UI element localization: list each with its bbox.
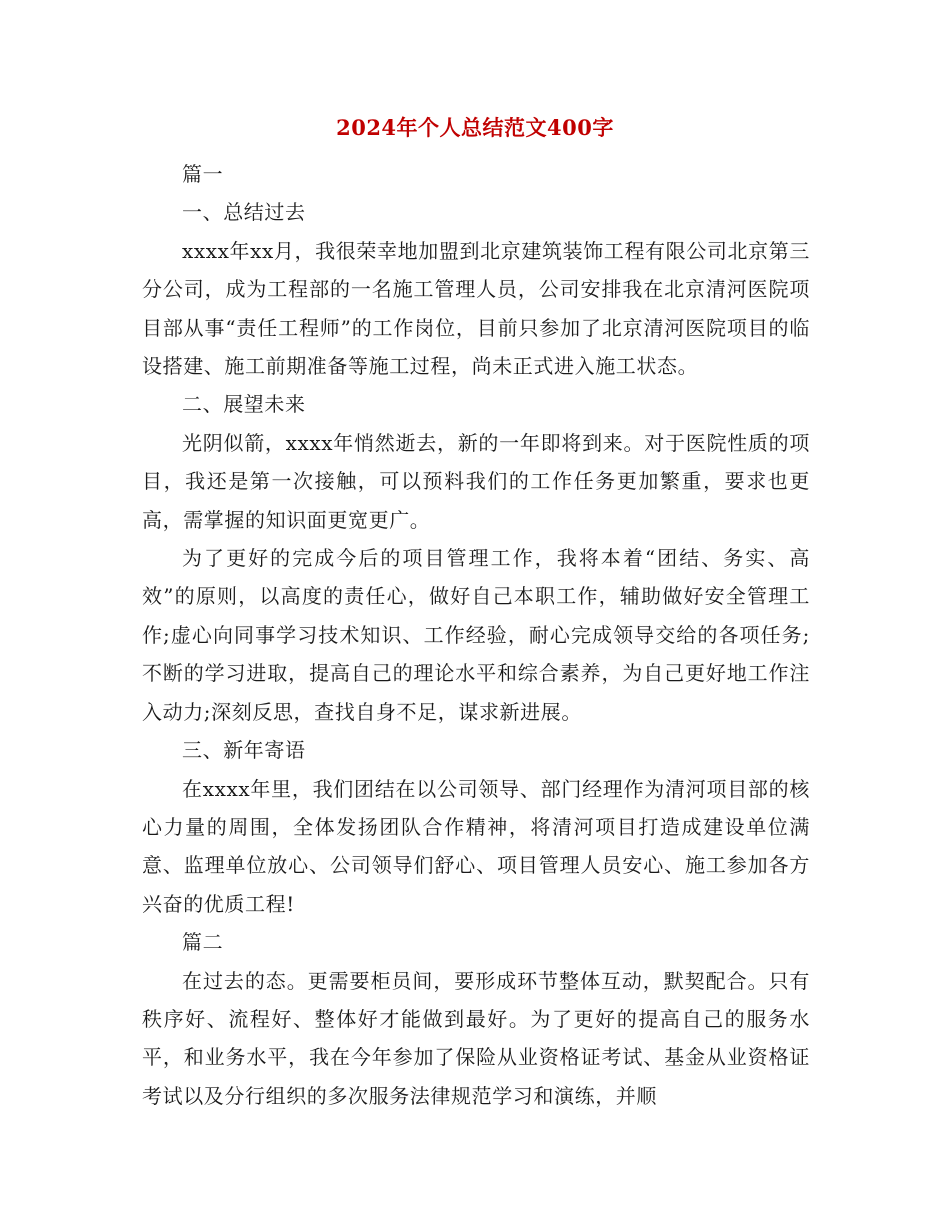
paragraph-future-outlook-2: 为了更好的完成今后的项目管理工作，我将本着“团结、务实、高效”的原则，以高度的责任心，做好自己本职工作，辅助做好安全管理工作;虚心向同事学习技术知识、工作经验，耐心完成领导交给的各项任务;不断的学习进取，提高自己的理论水平和综合素养，为自己更好地工作注入动力;深刻反思，查找自身不足，谋求新进展。 bbox=[142, 546, 810, 724]
section-label-part-two: 篇二 bbox=[182, 930, 224, 955]
paragraph-future-outlook-1: 光阴似箭，xxxx年悄然逝去，新的一年即将到来。对于医院性质的项目，我还是第一次接触，可以预料我们的工作任务更加繁重，要求也更高，需掌握的知识面更宽更广。 bbox=[142, 430, 810, 532]
section-label-part-one: 篇一 bbox=[182, 162, 224, 186]
heading-future-outlook: 二、展望未来 bbox=[182, 392, 306, 417]
paragraph-summary-past: xxxx年xx月，我很荣幸地加盟到北京建筑装饰工程有限公司北京第三分公司，成为工程部的一名施工管理人员，公司安排我在北京清河医院项目部从事“责任工程师”的工作岗位，目前只参加了北京清河医院项目的临设搭建、施工前期准备等施工过程，尚未正式进入施工状态。 bbox=[142, 238, 810, 379]
document-title: 2024年个人总结范文400字 bbox=[336, 115, 614, 140]
document-body bbox=[142, 155, 810, 1115]
heading-summary-past: 一、总结过去 bbox=[182, 200, 306, 225]
paragraph-part-two: 在过去的态。更需要柜员间，要形成环节整体互动，默契配合。只有秩序好、流程好、整体好才能做到最好。为了更好的提高自己的服务水平，和业务水平，我在今年参加了保险从业资格证考试、基金从业资格证考试以及分行组织的多次服务法律规范学习和演练，并顺 bbox=[142, 968, 810, 1108]
heading-new-year-message: 三、新年寄语 bbox=[182, 738, 306, 763]
paragraph-new-year-message: 在xxxx年里，我们团结在以公司领导、部门经理作为清河项目部的核心力量的周围，全体发扬团队合作精神，将清河项目打造成建设单位满意、监理单位放心、公司领导们舒心、项目管理人员安心、施工参加各方兴奋的优质工程! bbox=[142, 776, 810, 916]
